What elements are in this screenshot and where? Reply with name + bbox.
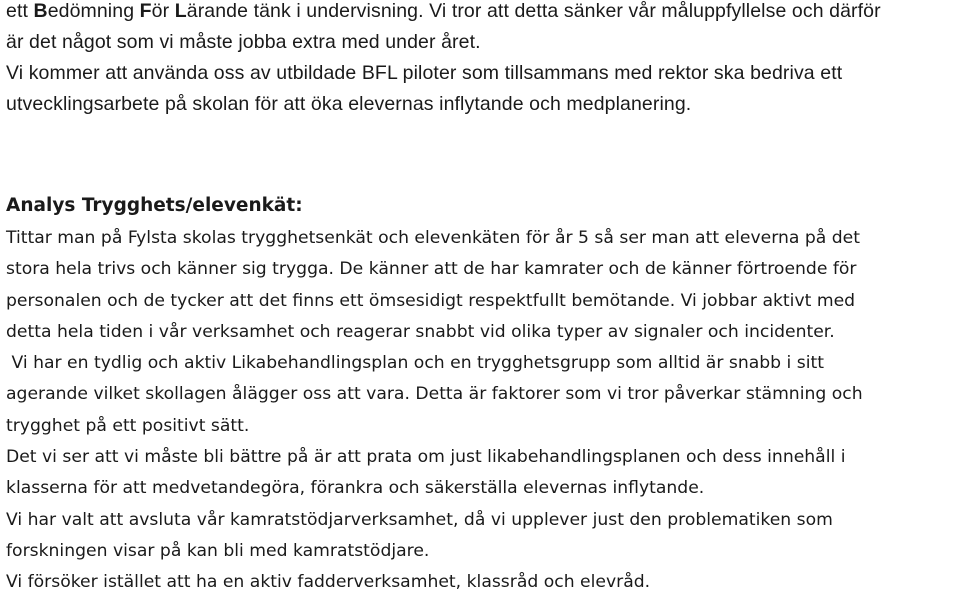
intro-text: ett (6, 0, 34, 22)
body-line: Vi har en tydlig och aktiv Likabehandlingsplan och en trygghetsgrupp som alltid är snabb i sitt (6, 353, 824, 374)
intro-line-1 (6, 0, 956, 27)
bfl-letter-f: F (139, 0, 152, 22)
intro-line-4: utvecklingsarbete på skolan för att öka elevernas inflytande och medplanering. (6, 93, 692, 115)
body-line: trygghet på ett positivt sätt. (6, 415, 250, 436)
document-page (6, 0, 956, 599)
intro-text: ärande tänk i undervisning. Vi tror att detta sänker vår måluppfyllelse och därför (186, 0, 881, 22)
bfl-letter-l: L (174, 0, 187, 22)
intro-section (6, 0, 956, 120)
body-line: Vi försöker istället att ha en aktiv fadderverksamhet, klassråd och elevråd. (6, 572, 651, 593)
intro-text: edömning (47, 0, 140, 22)
body-line: forskningen visar på kan bli med kamratstödjare. (6, 540, 430, 561)
section-gap (6, 120, 956, 191)
body-line: personalen och de tycker att det finns ett ömsesidigt respektfullt bemötande. Vi jobbar aktivt med (6, 290, 856, 311)
body-line: stora hela trivs och känner sig trygga. De känner att de har kamrater och de känner förtroende för (6, 259, 857, 280)
intro-text: ör (151, 0, 175, 22)
intro-line-2: är det något som vi måste jobba extra med under året. (6, 31, 481, 53)
body-line: Tittar man på Fylsta skolas trygghetsenkät och elevenkäten för år 5 så ser man att eleverna på det (6, 228, 860, 248)
analysis-body (6, 223, 956, 599)
bfl-letter-b: B (33, 0, 48, 22)
body-line: Det vi ser att vi måste bli bättre på är att prata om just likabehandlingsplanen och dess innehåll i (6, 447, 846, 468)
body-line: klasserna för att medvetandegöra, förankra och säkerställa elevernas inflytande. (6, 478, 705, 499)
body-line: detta hela tiden i vår verksamhet och reagerar snabbt vid olika typer av signaler och incidenter. (6, 321, 835, 342)
body-line: agerande vilket skollagen ålägger oss att vara. Detta är faktorer som vi tror påverkar stämning och (6, 384, 863, 405)
intro-line-3: Vi kommer att använda oss av utbildade BFL piloter som tillsammans med rektor ska bedriva ett (6, 62, 843, 84)
body-line: Vi har valt att avsluta vår kamratstödjarverksamhet, då vi upplever just den problematiken som (6, 509, 833, 530)
section-heading: Analys Trygghets/elevenkät: (6, 195, 303, 216)
